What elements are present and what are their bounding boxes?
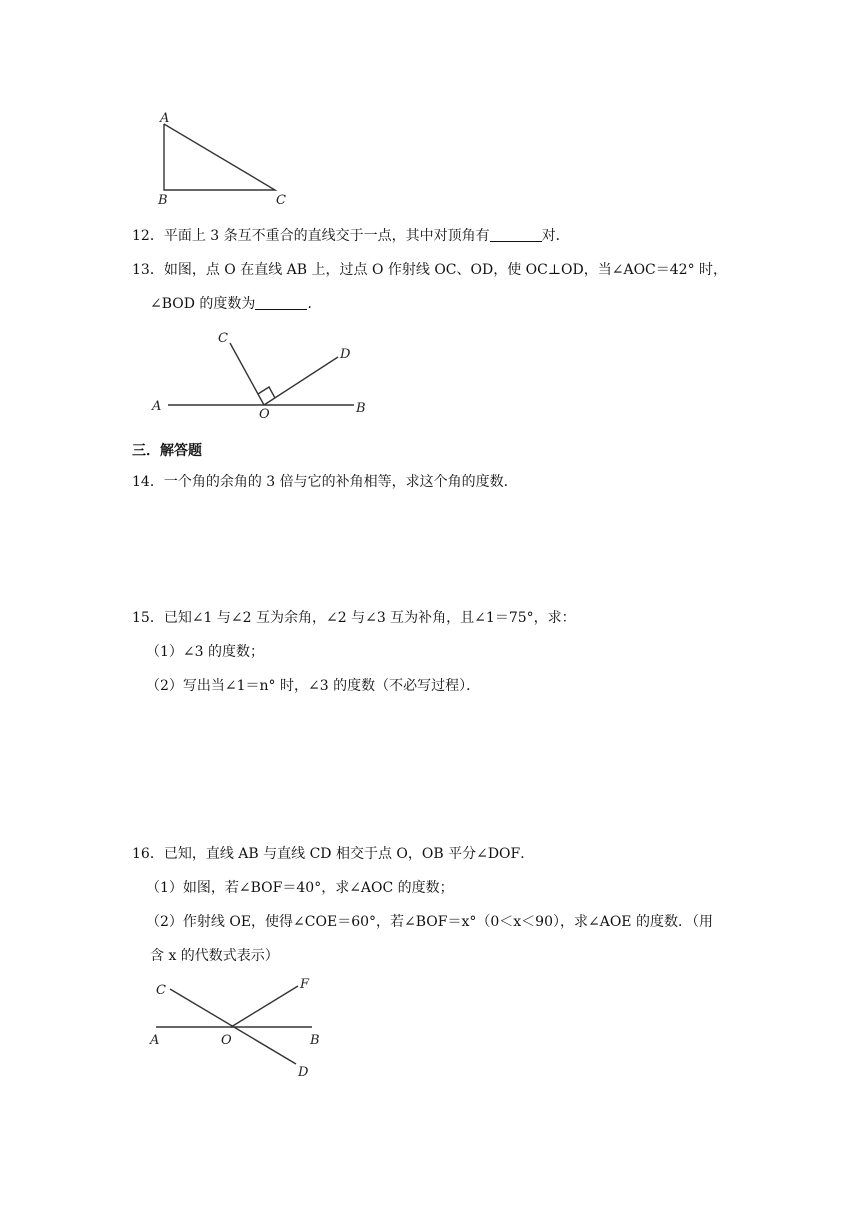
question-15: [132, 608, 576, 628]
question-13-number: 13．: [132, 262, 164, 278]
question-13-text: 如图，点 O 在直线 AB 上，过点 O 作射线 OC、OD，使 OC⊥OD，当∠AOC＝42° 时，: [163, 262, 728, 278]
label-d: D: [298, 1065, 309, 1080]
question-15-part1: （1）∠3 的度数；: [146, 644, 264, 660]
triangle-abc-outline: [164, 124, 275, 190]
question-16-number: 16．: [132, 846, 164, 862]
label-c: C: [276, 193, 286, 208]
triangle-abc-figure: [150, 108, 300, 208]
intersecting-lines-figure: [140, 972, 340, 1082]
question-16-text: 已知，直线 AB 与直线 CD 相交于点 O，OB 平分∠DOF．: [163, 846, 535, 862]
question-12: [132, 226, 570, 246]
question-12-text-end: 对．: [541, 228, 570, 244]
label-c: C: [218, 331, 228, 346]
question-15-part2: （2）写出当∠1＝n° 时，∠3 的度数（不必写过程）．: [146, 678, 481, 694]
section-title: 三．解答题: [132, 443, 202, 459]
question-16-part2-line1: （2）作射线 OE，使得∠COE＝60°，若∠BOF＝x°（0＜x＜90），求∠AOE 的度数．（用: [146, 914, 713, 930]
question-13-text-end: ．: [307, 296, 322, 312]
question-13-line1: [132, 260, 727, 280]
question-16-part2-line2: 含 x 的代数式表示）: [150, 948, 279, 964]
answer-blank-13: [255, 295, 307, 310]
label-o: O: [259, 407, 270, 422]
label-b: B: [310, 1033, 320, 1048]
question-14: [132, 472, 518, 492]
question-16-part1: （1）如图，若∠BOF＝40°，求∠AOC 的度数；: [146, 880, 454, 896]
label-a: A: [150, 1033, 160, 1048]
question-14-text: 一个角的余角的 3 倍与它的补角相等，求这个角的度数．: [163, 474, 518, 490]
question-13-line2: [150, 294, 321, 314]
right-angle-mark: [258, 387, 275, 398]
question-12-number: 12．: [132, 228, 164, 244]
label-b: B: [356, 401, 366, 416]
label-o: O: [221, 1033, 232, 1048]
ray-oc: [230, 343, 264, 405]
label-a: A: [152, 399, 162, 414]
answer-blank-12: [490, 227, 542, 242]
label-c: C: [156, 983, 166, 998]
ray-oc-od-figure: [148, 326, 378, 426]
question-12-text: 平面上 3 条互不重合的直线交于一点，其中对顶角有: [163, 228, 490, 244]
question-15-text: 已知∠1 与∠2 互为余角，∠2 与∠3 互为补角，且∠1＝75°，求：: [163, 610, 576, 626]
label-f: F: [300, 977, 310, 992]
ray-of: [231, 986, 298, 1027]
label-a: A: [160, 111, 170, 126]
question-13-text-2: ∠BOD 的度数为: [150, 296, 256, 312]
question-16: [132, 844, 534, 864]
question-15-number: 15．: [132, 610, 164, 626]
label-b: B: [158, 193, 168, 208]
label-d: D: [340, 347, 351, 362]
question-14-number: 14．: [132, 474, 164, 490]
